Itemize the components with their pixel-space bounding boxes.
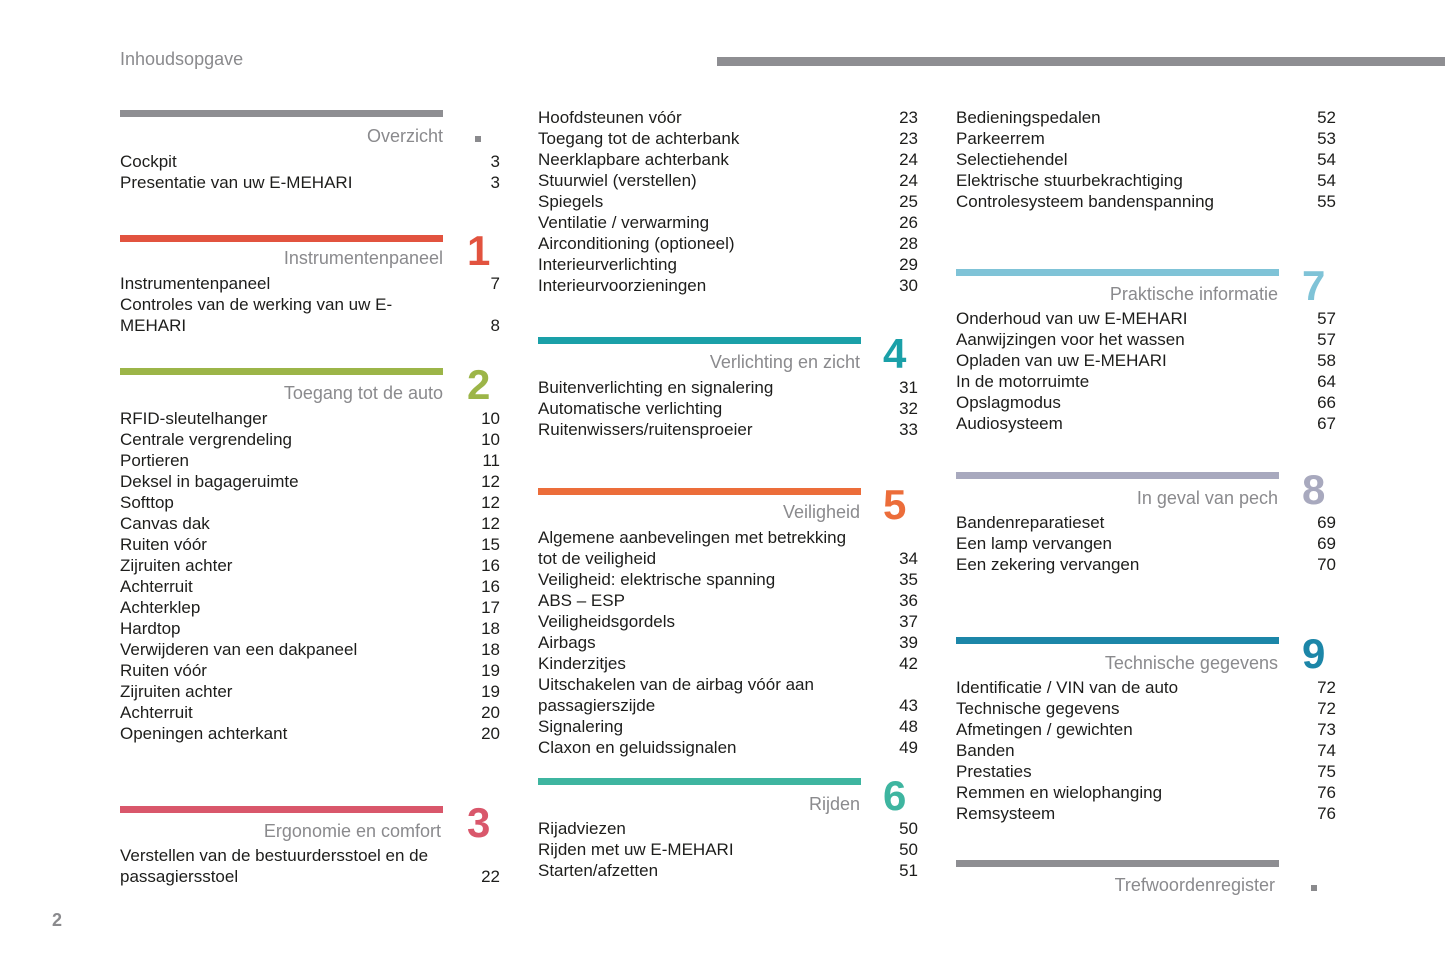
section-number-1: 1 — [467, 227, 491, 274]
toc-entry-page: 18 — [481, 619, 500, 638]
section-bar-9 — [956, 637, 1279, 644]
toc-entry[interactable] — [120, 450, 500, 471]
toc-entry[interactable] — [538, 590, 918, 611]
section-bar-4 — [538, 337, 861, 344]
toc-entry-page: 31 — [899, 378, 918, 397]
toc-entry-page: 8 — [490, 316, 500, 335]
toc-entry[interactable] — [120, 151, 500, 172]
toc-entry-title: Achterruit — [120, 703, 193, 722]
toc-entry-title: Prestaties — [956, 762, 1032, 781]
toc-entry[interactable] — [538, 674, 918, 716]
toc-entry[interactable] — [538, 737, 918, 758]
toc-entry-page: 15 — [481, 535, 500, 554]
toc-entry-page: 39 — [899, 633, 918, 652]
toc-entry[interactable] — [538, 569, 918, 590]
toc-entry[interactable] — [956, 677, 1336, 698]
toc-entry-page: 57 — [1317, 309, 1336, 328]
toc-entry-title: Hoofdsteunen vóór — [538, 108, 682, 127]
toc-entry-title: Ventilatie / verwarming — [538, 213, 710, 232]
toc-entry[interactable] — [120, 845, 500, 887]
toc-entry-page: 30 — [899, 276, 918, 295]
toc-entry-page: 67 — [1317, 414, 1336, 433]
section-title-trefwoorden[interactable]: Trefwoordenregister — [1114, 875, 1275, 895]
toc-entry-page: 64 — [1317, 372, 1336, 391]
toc-entry-title: Identificatie / VIN van de auto — [956, 678, 1179, 697]
toc-entry[interactable] — [538, 611, 918, 632]
section-title-8[interactable]: In geval van pech — [1136, 488, 1278, 508]
toc-entry[interactable] — [538, 254, 918, 275]
toc-entry[interactable] — [956, 512, 1336, 533]
toc-entry[interactable] — [538, 170, 918, 191]
toc-entry-title: Canvas dak — [120, 514, 210, 533]
toc-entry-page: 23 — [899, 129, 918, 148]
toc-entry-page: 53 — [1317, 129, 1336, 148]
toc-entry[interactable] — [956, 554, 1336, 575]
toc-entry-page: 43 — [899, 696, 918, 715]
toc-entry[interactable] — [538, 860, 918, 881]
toc-entry-title: Zijruiten achter — [120, 682, 233, 701]
toc-entry-page: 29 — [899, 255, 918, 274]
toc-entry[interactable] — [120, 555, 500, 576]
toc-entry-page: 72 — [1317, 678, 1336, 697]
toc-entry-page: 74 — [1317, 741, 1336, 760]
toc-entry[interactable] — [538, 128, 918, 149]
toc-list-1 — [120, 273, 500, 336]
toc-entry[interactable] — [120, 639, 500, 660]
section-bar-8 — [956, 472, 1279, 479]
section-number-4: 4 — [883, 330, 907, 377]
toc-entry[interactable] — [538, 377, 918, 398]
toc-entry-title: Afmetingen / gewichten — [956, 720, 1133, 739]
toc-entry-title: Parkeerrem — [956, 129, 1045, 148]
toc-entry-title: Een zekering vervangen — [956, 555, 1140, 574]
toc-entry-page: 20 — [481, 703, 500, 722]
section-bar-5 — [538, 488, 861, 495]
toc-entry[interactable] — [538, 632, 918, 653]
toc-list-4 — [538, 377, 918, 440]
toc-entry-page: 26 — [899, 213, 918, 232]
toc-entry-page: 16 — [481, 556, 500, 575]
toc-entry[interactable] — [538, 275, 918, 296]
toc-entry-title: Selectiehendel — [956, 150, 1068, 169]
toc-entry-title: Kinderzitjes — [538, 654, 626, 673]
toc-entry-title: Opladen van uw E-MEHARI — [956, 351, 1167, 370]
toc-entry[interactable] — [120, 534, 500, 555]
toc-entry-page: 54 — [1317, 171, 1336, 190]
toc-entry[interactable] — [538, 212, 918, 233]
toc-entry[interactable] — [120, 723, 500, 744]
toc-entry[interactable] — [120, 273, 500, 294]
square-marker — [1311, 885, 1317, 891]
toc-entry-page: 23 — [899, 108, 918, 127]
toc-entry-page: 18 — [481, 640, 500, 659]
toc-entry-page: 12 — [481, 514, 500, 533]
toc-entry[interactable] — [956, 329, 1336, 350]
toc-entry-title: Starten/afzetten — [538, 861, 659, 880]
toc-entry[interactable] — [120, 681, 500, 702]
toc-entry-page: 10 — [481, 430, 500, 449]
toc-list-5 — [538, 527, 918, 758]
toc-entry-page: 3 — [490, 152, 500, 171]
toc-entry-page: 37 — [899, 612, 918, 631]
toc-entry-title: Uitschakelen van de airbag vóór aan passagierszijde — [538, 675, 814, 715]
toc-entry-title: Technische gegevens — [956, 699, 1120, 718]
toc-entry-title: Deksel in bagageruimte — [120, 472, 299, 491]
toc-entry-page: 42 — [899, 654, 918, 673]
toc-entry-title: Rijden met uw E-MEHARI — [538, 840, 734, 859]
toc-entry-title: Veiligheidsgordels — [538, 612, 676, 631]
toc-entry-page: 58 — [1317, 351, 1336, 370]
toc-entry-title: Automatische verlichting — [538, 399, 723, 418]
toc-entry[interactable] — [120, 597, 500, 618]
toc-entry[interactable] — [956, 170, 1336, 191]
section-bar-7 — [956, 269, 1279, 276]
toc-entry-title: Ruiten vóór — [120, 661, 207, 680]
toc-entry-page: 3 — [490, 173, 500, 192]
toc-entry[interactable] — [956, 371, 1336, 392]
toc-entry[interactable] — [538, 149, 918, 170]
toc-entry-title: Openingen achterkant — [120, 724, 288, 743]
toc-entry-page: 49 — [899, 738, 918, 757]
toc-entry[interactable] — [120, 618, 500, 639]
toc-entry-page: 51 — [899, 861, 918, 880]
toc-entry-page: 75 — [1317, 762, 1336, 781]
toc-entry[interactable] — [956, 350, 1336, 371]
section-title-9[interactable]: Technische gegevens — [1104, 653, 1278, 673]
toc-entry[interactable] — [120, 429, 500, 450]
section-number-5: 5 — [883, 481, 907, 528]
toc-entry-page: 22 — [481, 867, 500, 886]
toc-list-overzicht — [120, 151, 500, 193]
toc-entry[interactable] — [538, 527, 918, 569]
toc-entry-page: 7 — [490, 274, 500, 293]
toc-entry-title: Claxon en geluidssignalen — [538, 738, 737, 757]
toc-entry-title: Verstellen van de bestuurdersstoel en de passagiersstoel — [120, 846, 429, 886]
toc-entry[interactable] — [120, 408, 500, 429]
toc-entry-title: Achterruit — [120, 577, 193, 596]
toc-entry[interactable] — [956, 761, 1336, 782]
toc-entry[interactable] — [538, 818, 918, 839]
section-number-7: 7 — [1302, 262, 1326, 309]
toc-entry[interactable] — [120, 492, 500, 513]
toc-entry-page: 20 — [481, 724, 500, 743]
toc-entry[interactable] — [120, 576, 500, 597]
toc-entry-title: Audiosysteem — [956, 414, 1063, 433]
toc-entry-page: 50 — [899, 840, 918, 859]
toc-list-7 — [956, 308, 1336, 434]
toc-entry-title: RFID-sleutelhanger — [120, 409, 268, 428]
toc-entry-title: Bandenreparatieset — [956, 513, 1105, 532]
section-number-6: 6 — [883, 772, 907, 819]
toc-entry-title: Onderhoud van uw E-MEHARI — [956, 309, 1188, 328]
toc-entry-title: Ruitenwissers/ruitensproeier — [538, 420, 753, 439]
toc-entry-page: 34 — [899, 549, 918, 568]
section-bar-6 — [538, 778, 861, 785]
toc-entry-page: 72 — [1317, 699, 1336, 718]
toc-entry-page: 54 — [1317, 150, 1336, 169]
toc-entry-page: 69 — [1317, 513, 1336, 532]
toc-entry-page: 69 — [1317, 534, 1336, 553]
toc-entry[interactable] — [956, 740, 1336, 761]
toc-entry-title: Toegang tot de achterbank — [538, 129, 740, 148]
section-title-2[interactable]: Toegang tot de auto — [283, 383, 443, 403]
toc-entry[interactable] — [956, 719, 1336, 740]
toc-entry[interactable] — [956, 308, 1336, 329]
section-number-9: 9 — [1302, 630, 1326, 677]
toc-entry-title: Ruiten vóór — [120, 535, 207, 554]
toc-entry[interactable] — [120, 471, 500, 492]
toc-entry-title: Instrumentenpaneel — [120, 274, 271, 293]
toc-list-2 — [120, 408, 500, 744]
toc-list-8 — [956, 512, 1336, 575]
toc-entry-page: 33 — [899, 420, 918, 439]
toc-entry-title: Remmen en wielophanging — [956, 783, 1163, 802]
toc-entry-page: 70 — [1317, 555, 1336, 574]
toc-entry-title: Achterklep — [120, 598, 201, 617]
section-title-7[interactable]: Praktische informatie — [1109, 284, 1278, 304]
toc-entry-title: Controlesysteem bandenspanning — [956, 192, 1215, 211]
toc-entry-title: Een lamp vervangen — [956, 534, 1112, 553]
toc-entry[interactable] — [120, 660, 500, 681]
toc-list-9 — [956, 677, 1336, 824]
toc-entry-page: 66 — [1317, 393, 1336, 412]
toc-entry[interactable] — [956, 698, 1336, 719]
toc-entry[interactable] — [956, 782, 1336, 803]
toc-entry-page: 35 — [899, 570, 918, 589]
section-title-overzicht[interactable]: Overzicht — [366, 126, 443, 146]
toc-entry-title: Centrale vergrendeling — [120, 430, 292, 449]
toc-entry-page: 52 — [1317, 108, 1336, 127]
section-title-6[interactable]: Rijden — [808, 794, 860, 814]
toc-entry-title: Algemene aanbevelingen met betrekking tot de veiligheid — [538, 528, 847, 568]
toc-entry-title: Bedieningspedalen — [956, 108, 1101, 127]
section-title-4[interactable]: Verlichting en zicht — [709, 352, 860, 372]
toc-entry-title: In de motorruimte — [956, 372, 1090, 391]
toc-entry-title: Airbags — [538, 633, 596, 652]
toc-entry[interactable] — [538, 716, 918, 737]
toc-entry[interactable] — [120, 172, 500, 193]
toc-entry-title: Zijruiten achter — [120, 556, 233, 575]
toc-entry-title: Airconditioning (optioneel) — [538, 234, 735, 253]
toc-entry[interactable] — [538, 398, 918, 419]
toc-entry-page: 24 — [899, 150, 918, 169]
toc-entry-title: Interieurverlichting — [538, 255, 677, 274]
toc-entry-title: Softtop — [120, 493, 174, 512]
toc-list-3-continued — [538, 107, 918, 296]
toc-list-3 — [120, 845, 500, 887]
header-bar — [717, 57, 1445, 66]
toc-entry[interactable] — [538, 107, 918, 128]
toc-entry-page: 25 — [899, 192, 918, 211]
page-number: 2 — [52, 910, 63, 930]
square-marker — [475, 136, 481, 142]
section-bar-3 — [120, 806, 443, 813]
section-title-1[interactable]: Instrumentenpaneel — [283, 248, 443, 268]
toc-entry-page: 19 — [481, 682, 500, 701]
toc-entry[interactable] — [120, 294, 500, 336]
toc-entry-title: Stuurwiel (verstellen) — [538, 171, 697, 190]
toc-entry-title: Portieren — [120, 451, 189, 470]
section-bar-1 — [120, 235, 443, 242]
toc-entry-title: Controles van de werking van uw E-MEHARI — [120, 295, 393, 335]
toc-entry[interactable] — [538, 191, 918, 212]
toc-entry-title: Remsysteem — [956, 804, 1056, 823]
section-number-8: 8 — [1302, 466, 1326, 513]
toc-entry[interactable] — [956, 107, 1336, 128]
toc-entry-page: 10 — [481, 409, 500, 428]
toc-entry-page: 73 — [1317, 720, 1336, 739]
toc-entry-page: 48 — [899, 717, 918, 736]
toc-entry-page: 76 — [1317, 783, 1336, 802]
toc-entry-title: Opslagmodus — [956, 393, 1061, 412]
toc-entry[interactable] — [120, 702, 500, 723]
toc-entry-page: 32 — [899, 399, 918, 418]
toc-entry-title: Rijadviezen — [538, 819, 626, 838]
toc-entry-title: Veiligheid: elektrische spanning — [538, 570, 776, 589]
toc-entry[interactable] — [956, 803, 1336, 824]
toc-entry-page: 12 — [481, 493, 500, 512]
toc-entry[interactable] — [538, 233, 918, 254]
section-title-3[interactable]: Ergonomie en comfort — [263, 821, 441, 841]
section-title-5[interactable]: Veiligheid — [782, 502, 860, 522]
toc-entry-page: 76 — [1317, 804, 1336, 823]
section-bar-trefwoorden — [956, 860, 1279, 867]
toc-entry[interactable] — [120, 513, 500, 534]
toc-entry-page: 24 — [899, 171, 918, 190]
page-header-title: Inhoudsopgave — [120, 49, 244, 69]
toc-entry-title: Cockpit — [120, 152, 177, 171]
toc-entry-title: Presentatie van uw E-MEHARI — [120, 173, 353, 192]
toc-entry-page: 19 — [481, 661, 500, 680]
toc-entry[interactable] — [538, 419, 918, 440]
section-number-3: 3 — [467, 799, 491, 846]
toc-entry-page: 17 — [481, 598, 500, 617]
toc-entry-title: Banden — [956, 741, 1015, 760]
toc-entry-page: 11 — [482, 451, 500, 470]
toc-list-6-continued — [956, 107, 1336, 212]
toc-entry-page: 50 — [899, 819, 918, 838]
toc-entry[interactable] — [956, 128, 1336, 149]
toc-entry[interactable] — [956, 413, 1336, 434]
toc-entry[interactable] — [956, 392, 1336, 413]
toc-entry-title: Verwijderen van een dakpaneel — [120, 640, 358, 659]
toc-entry-page: 36 — [899, 591, 918, 610]
toc-entry[interactable] — [538, 839, 918, 860]
toc-entry-title: Hardtop — [120, 619, 181, 638]
toc-entry-title: Buitenverlichting en signalering — [538, 378, 774, 397]
section-bar-overzicht — [120, 110, 443, 117]
toc-entry-title: Aanwijzingen voor het wassen — [956, 330, 1185, 349]
toc-entry[interactable] — [956, 191, 1336, 212]
toc-entry[interactable] — [956, 149, 1336, 170]
section-number-2: 2 — [467, 361, 491, 408]
section-bar-2 — [120, 368, 443, 375]
toc-entry[interactable] — [956, 533, 1336, 554]
toc-entry-page: 12 — [481, 472, 500, 491]
toc-entry-page: 55 — [1317, 192, 1336, 211]
toc-entry-page: 16 — [481, 577, 500, 596]
toc-entry-title: Elektrische stuurbekrachtiging — [956, 171, 1183, 190]
toc-entry-title: Spiegels — [538, 192, 604, 211]
toc-entry-title: Interieurvoorzieningen — [538, 276, 707, 295]
toc-entry-title: Neerklapbare achterbank — [538, 150, 729, 169]
toc-entry-page: 28 — [899, 234, 918, 253]
toc-entry-page: 57 — [1317, 330, 1336, 349]
toc-entry-title: Signalering — [538, 717, 624, 736]
toc-entry-title: ABS – ESP — [538, 591, 625, 610]
toc-entry[interactable] — [538, 653, 918, 674]
toc-list-6 — [538, 818, 918, 881]
